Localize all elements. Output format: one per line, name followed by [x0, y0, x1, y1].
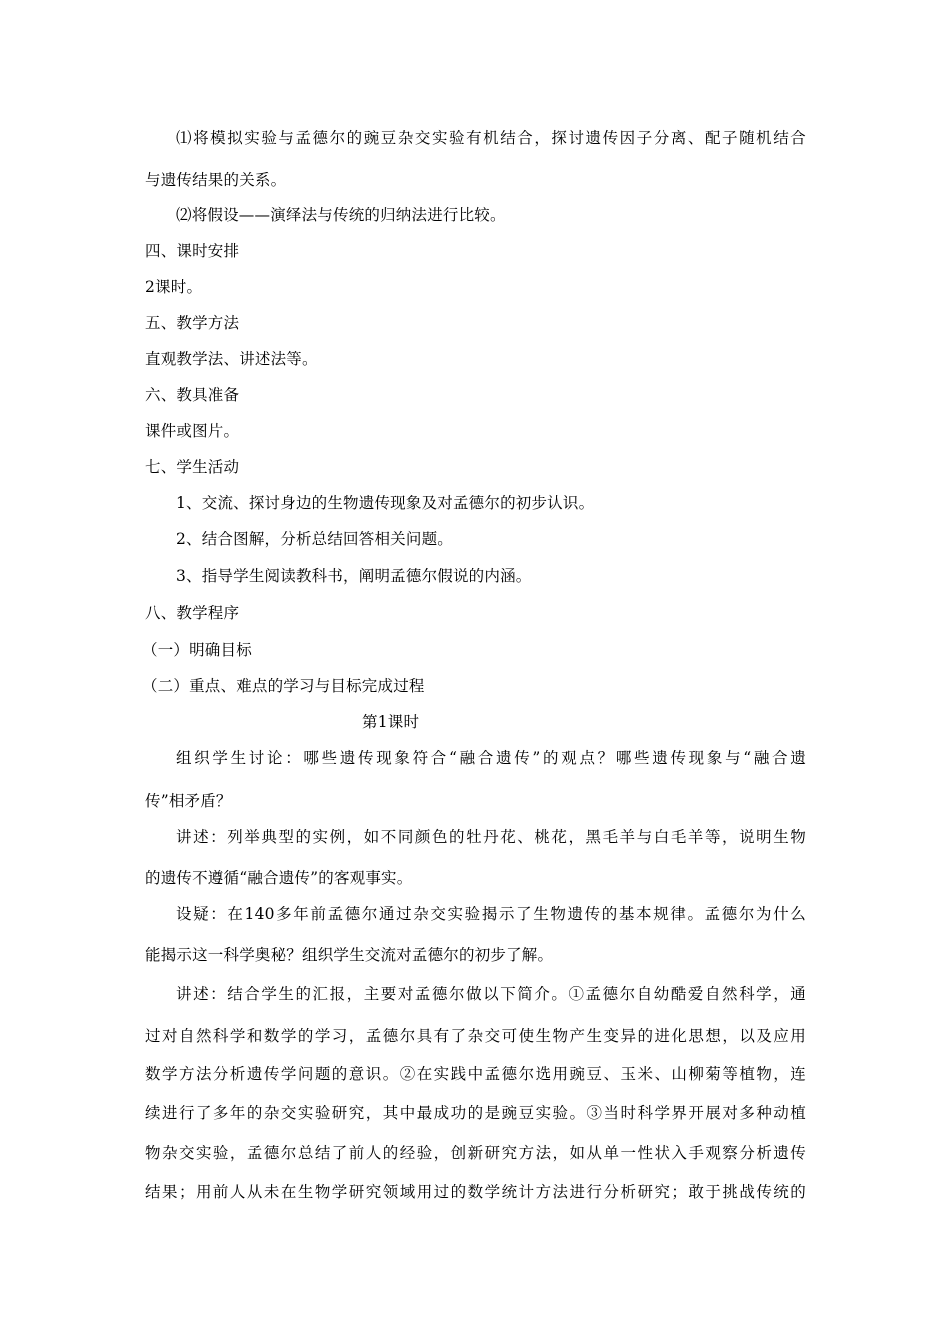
paragraph-line: 2课时。 — [145, 278, 203, 296]
subsection-heading: （一）明确目标 — [142, 641, 252, 659]
paragraph-line: 讲述：列举典型的实例，如不同颜色的牡丹花、桃花，黑毛羊与白毛羊等，说明生物 — [176, 828, 806, 846]
paragraph-line: 数学方法分析遗传学问题的意识。②在实践中孟德尔选用豌豆、玉米、山柳菊等植物，连 — [145, 1065, 806, 1083]
paragraph-line: 直观教学法、讲述法等。 — [145, 350, 318, 368]
paragraph-line: 续进行了多年的杂交实验研究，其中最成功的是豌豆实验。③当时科学界开展对多种动植 — [145, 1104, 806, 1122]
paragraph-line: 传”相矛盾？ — [145, 792, 232, 810]
paragraph-line: 过对自然科学和数学的学习，孟德尔具有了杂交可使生物产生变异的进化思想，以及应用 — [145, 1027, 806, 1045]
paragraph-line: 课件或图片。 — [145, 422, 240, 440]
list-item: 3、指导学生阅读教科书，阐明孟德尔假说的内涵。 — [176, 567, 532, 585]
section-heading: 四、课时安排 — [145, 242, 240, 260]
paragraph-line: 能揭示这一科学奥秘？组织学生交流对孟德尔的初步了解。 — [145, 946, 554, 964]
paragraph-line: 组织学生讨论：哪些遗传现象符合“融合遗传”的观点？哪些遗传现象与“融合遗 — [176, 749, 806, 767]
paragraph-line: ⑴将模拟实验与孟德尔的豌豆杂交实验有机结合，探讨遗传因子分离、配子随机结合 — [176, 129, 806, 147]
subsection-heading: （二）重点、难点的学习与目标完成过程 — [142, 677, 425, 695]
paragraph-line: 讲述：结合学生的汇报，主要对孟德尔做以下简介。①孟德尔自幼酷爱自然科学，通 — [176, 985, 806, 1003]
paragraph-line: ⑵将假设——演绎法与传统的归纳法进行比较。 — [176, 206, 506, 224]
section-heading: 五、教学方法 — [145, 314, 240, 332]
paragraph-line: 与遗传结果的关系。 — [145, 171, 287, 189]
section-heading: 八、教学程序 — [145, 604, 240, 622]
paragraph-line: 结果；用前人从未在生物学研究领域用过的数学统计方法进行分析研究；敢于挑战传统的 — [145, 1183, 806, 1201]
paragraph-line: 设疑：在140多年前孟德尔通过杂交实验揭示了生物遗传的基本规律。孟德尔为什么 — [176, 905, 806, 923]
lesson-title: 第1课时 — [362, 713, 420, 731]
list-item: 1、交流、探讨身边的生物遗传现象及对孟德尔的初步认识。 — [176, 494, 595, 512]
section-heading: 六、教具准备 — [145, 386, 240, 404]
paragraph-line: 的遗传不遵循“融合遗传”的客观事实。 — [145, 869, 413, 887]
section-heading: 七、学生活动 — [145, 458, 240, 476]
paragraph-line: 物杂交实验，孟德尔总结了前人的经验，创新研究方法，如从单一性状入手观察分析遗传 — [145, 1144, 806, 1162]
list-item: 2、结合图解，分析总结回答相关问题。 — [176, 530, 453, 548]
